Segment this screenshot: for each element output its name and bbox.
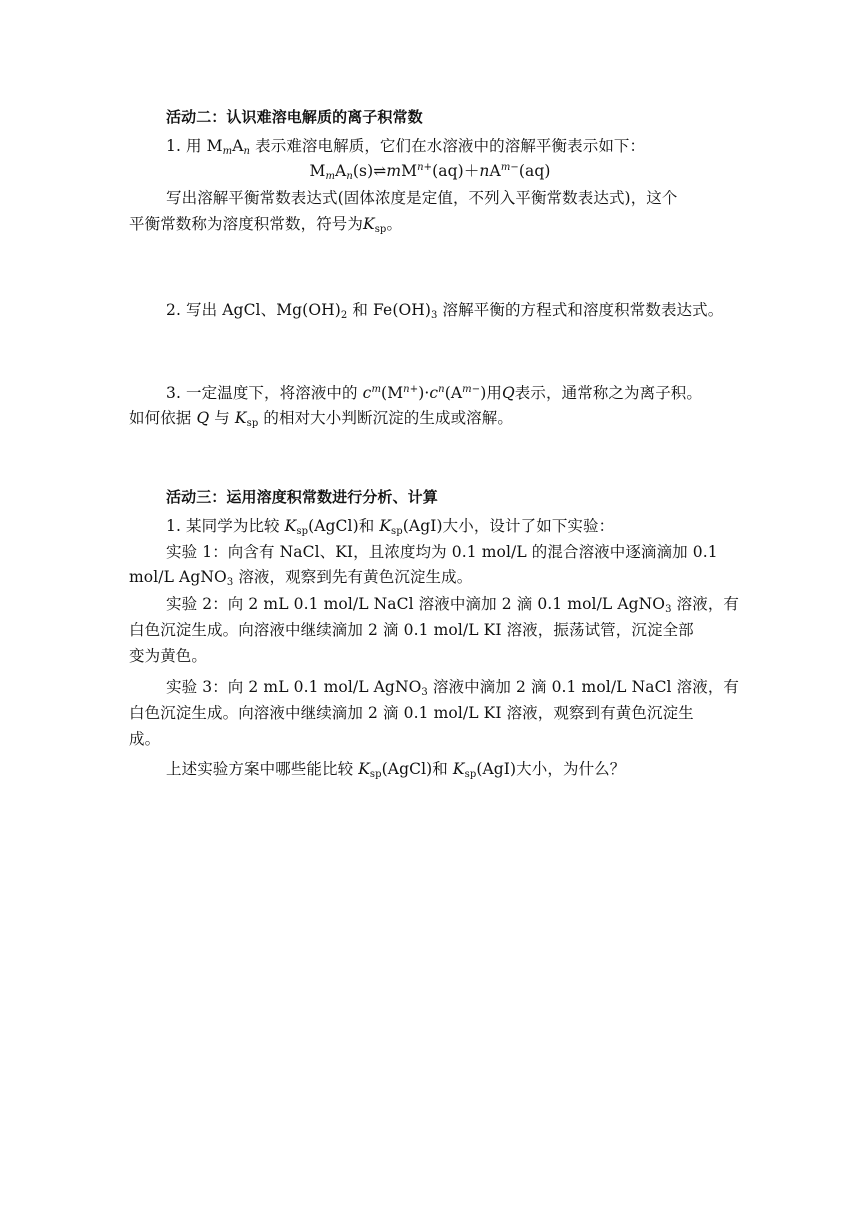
- activity2-p1-line1: 写出溶解平衡常数表达式(固体浓度是定值，不列入平衡常数表达式)，这个: [166, 189, 678, 207]
- experiment2-line3: 变为黄色。: [129, 647, 208, 665]
- experiment2-line2: 白色沉淀生成。向溶液中继续滴加 2 滴 0.1 mol/L KI 溶液，振荡试管，沉淀全部: [129, 621, 694, 639]
- experiment1-line1: 实验 1：向含有 NaCl、KI，且浓度均为 0.1 mol/L 的混合溶液中逐滴滴加 0.1: [166, 543, 718, 561]
- experiment1-line2: mol/L AgNO$_3$ 溶液，观察到先有黄色沉淀生成。: [129, 568, 473, 588]
- experiment2-line1: 实验 2：向 2 mL 0.1 mol/L NaCl 溶液中滴加 2 滴 0.1 mol/L AgNO$_3$ 溶液，有: [166, 595, 740, 615]
- activity2-q3-line2: 如何依据 Q 与 $K_{sp}$ 的相对大小判断沉淀的生成或溶解。: [129, 409, 513, 429]
- experiment3-line2: 白色沉淀生成。向溶液中继续滴加 2 滴 0.1 mol/L KI 溶液，观察到有黄色沉淀生: [129, 704, 694, 722]
- dissolution-equation: $M_mA_n(s)\rightleftharpoons mM^{n+}(aq)+nA^{m-}(aq)$: [309, 162, 551, 182]
- activity2-q2: 2. 写出 AgCl、$Mg(OH)_2$ 和 $Fe(OH)_3$ 溶解平衡的方程式和溶度积常数表达式。: [166, 301, 724, 321]
- activity3-heading: 活动三：运用溶度积常数进行分析、计算: [166, 488, 438, 506]
- activity2-p1-line2: 平衡常数称为溶度积常数，符号为$K_{sp}$。: [129, 215, 403, 235]
- activity3-question: 上述实验方案中哪些能比较 $K_{sp}(AgCl)$和 $K_{sp}(AgI)$大小，为什么？: [166, 760, 626, 780]
- activity2-q1: 1. 用 $M_mA_n$ 表示难溶电解质，它们在水溶液中的溶解平衡表示如下：: [166, 137, 646, 157]
- experiment3-line1: 实验 3：向 2 mL 0.1 mol/L AgNO$_3$ 溶液中滴加 2 滴 0.1 mol/L NaCl 溶液，有: [166, 678, 740, 698]
- activity3-q1: 1. 某同学为比较 $K_{sp}(AgCl)$和 $K_{sp}(AgI)$大小，设计了如下实验：: [166, 517, 615, 537]
- activity2-heading: 活动二：认识难溶电解质的离子积常数: [166, 108, 423, 126]
- experiment3-line3: 成。: [129, 730, 161, 748]
- activity2-q3-line1: 3. 一定温度下，将溶液中的 $c^m(M^{n+})\cdot c^n(A^{m-})$用Q表示，通常称之为离子积。: [166, 384, 702, 402]
